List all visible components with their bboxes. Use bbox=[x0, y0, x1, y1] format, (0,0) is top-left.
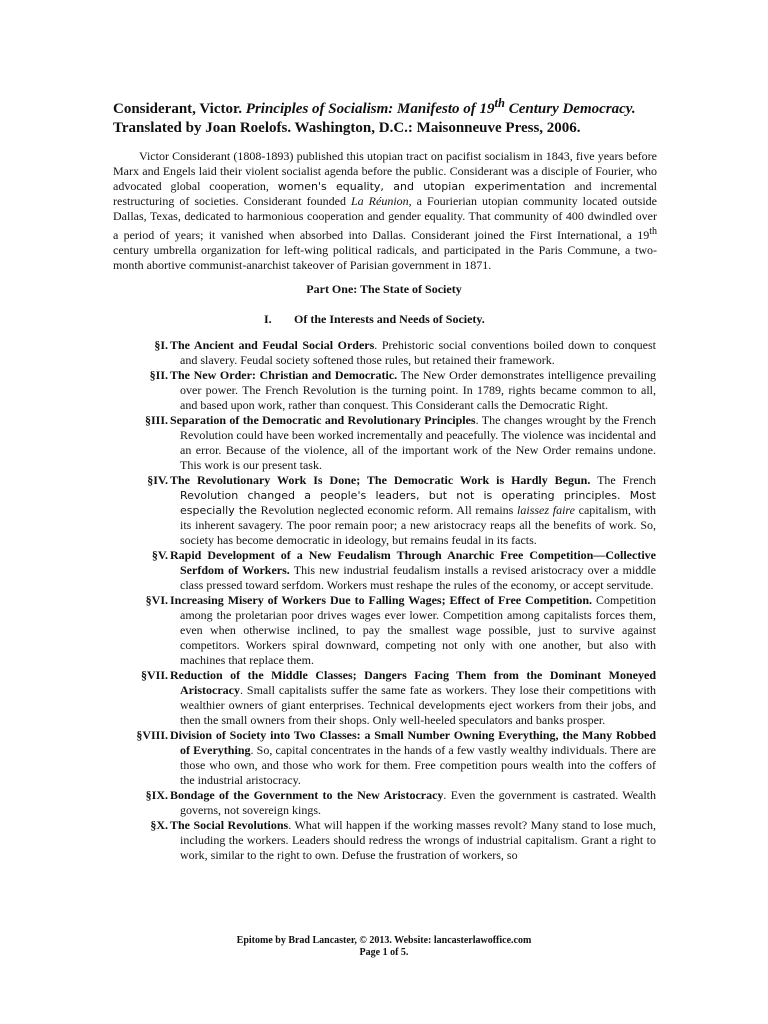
section-number: §I. bbox=[154, 338, 168, 352]
section-item bbox=[0, 548, 768, 593]
superscript: th bbox=[494, 96, 505, 110]
section-text: Competition among the proletarian poor drives wages ever lower. Competition among capitalists forces them, even when otherwise inclined, to pay the smallest wage possible, just to survive against competitors. Workers spiral downward, competing not only with one another, but also with machines that replace them. bbox=[180, 593, 657, 667]
section-text: . What will happen if the working masses revolt? Many stand to lose much, including the workers. Leaders should redress the wrongs of industrial capitalism. Grant a right to work, similar to the right to own. Defuse the frustration of workers, so bbox=[180, 818, 656, 862]
book-title-end: Century Democracy. bbox=[504, 101, 636, 117]
section-title: The Revolutionary Work Is Done; The Democratic Work is Hardly Begun. bbox=[170, 473, 591, 487]
page-number: Page 1 of 5. bbox=[359, 947, 409, 958]
section-item bbox=[0, 668, 768, 728]
section-item bbox=[0, 593, 768, 668]
section-number: §II. bbox=[149, 368, 168, 382]
section-text: . Small capitalists suffer the same fate as workers. They lose their competitions with wealthier owners of giant enterprises. Technical developments eject workers from their jobs, and then the small owners from their shops. Only well-heeled speculators and banks prosper. bbox=[180, 683, 656, 727]
section-number: §IV. bbox=[147, 473, 168, 487]
book-title: Principles of Socialism: Manifesto of 19 bbox=[245, 101, 495, 117]
intro-text-alt-font: women's equality, and utopian experimentation bbox=[277, 180, 566, 193]
intro-text-3: and incremental restructuring of societies. Considerant founded bbox=[113, 179, 657, 208]
section-item bbox=[0, 788, 768, 818]
section-number: §IX. bbox=[145, 788, 168, 802]
section-text: . Prehistoric social conventions boiled down to conquest and slavery. Feudal society softened those rules, but retained their framework. bbox=[180, 338, 656, 367]
section-title: The Social Revolutions bbox=[170, 818, 289, 832]
section-text: Revolution neglected economic reform. All remains bbox=[256, 503, 518, 517]
section-number: §V. bbox=[151, 548, 168, 562]
section-number: §VI. bbox=[145, 593, 168, 607]
section-item bbox=[0, 473, 768, 548]
section-title: Rapid Development of a New Feudalism Through Anarchic Free Competition—Collective Serfdom of Workers. bbox=[170, 548, 656, 577]
intro-superscript: th bbox=[649, 226, 657, 237]
roman-numeral: I. bbox=[264, 312, 272, 326]
footer-credit: Epitome by Brad Lancaster, © 2013. Website: lancasterlawoffice.com bbox=[236, 935, 532, 946]
intro-text-6: century umbrella organization for left-wing political radicals, and participated in the Paris Commune, a two-month abortive communist-anarchist takeover of Parisian government in 1871. bbox=[113, 243, 657, 272]
section-heading-text: Of the Interests and Needs of Society. bbox=[294, 312, 485, 326]
intro-italic: La Réunion bbox=[350, 194, 409, 208]
section-number: §VII. bbox=[140, 668, 168, 682]
section-text: . The changes wrought by the French Revolution could have been worked incrementally and peacefully. The violence was incidental and an error. Because of the violence, all of the important work of the New Order remains undone. This work is our present task. bbox=[180, 413, 656, 472]
intro-text-5: , a Fourierian utopian community located outside Dallas, Texas, dedicated to harmonious cooperation and gender equality. That community of 400 dwindled over a period of years; it vanished when absorbed into Dallas. Considerant joined the First International, a 19 bbox=[113, 194, 657, 242]
section-text: The French bbox=[590, 473, 657, 487]
author: Considerant, Victor. bbox=[113, 101, 243, 117]
section-number: §X. bbox=[150, 818, 168, 832]
section-title: Separation of the Democratic and Revolutionary Principles bbox=[170, 413, 476, 427]
section-number: §III. bbox=[144, 413, 168, 427]
section-title: Increasing Misery of Workers Due to Falling Wages; Effect of Free Competition. bbox=[170, 593, 593, 607]
section-number: §VIII. bbox=[136, 728, 168, 742]
section-heading bbox=[264, 312, 485, 327]
section-item bbox=[0, 728, 768, 788]
section-list bbox=[0, 338, 768, 863]
section-title: Division of Society into Two Classes: a Small Number Owning Everything, the Many Robbed of Everything bbox=[170, 728, 656, 757]
section-title: The Ancient and Feudal Social Orders bbox=[170, 338, 375, 352]
section-italic: laissez faire bbox=[517, 503, 575, 517]
part-title: Part One: The State of Society bbox=[306, 282, 462, 296]
citation-translation: Translated by Joan Roelofs. Washington, D.C.: Maisonneuve Press, 2006. bbox=[113, 120, 581, 136]
section-title: Bondage of the Government to the New Aristocracy bbox=[170, 788, 444, 802]
section-text: . Even the government is castrated. Wealth governs, not sovereign kings. bbox=[180, 788, 656, 817]
intro-text-1: Victor Considerant (1808-1893) published this utopian tract on pacifist socialism in 1843, five years before Marx and Engels laid their violent socialist agenda before the public. Considerant was a disciple of Fourier, who advocated global cooperation, bbox=[113, 149, 657, 193]
page-footer bbox=[0, 935, 768, 959]
section-item bbox=[0, 413, 768, 473]
section-item bbox=[0, 818, 768, 863]
section-title: Reduction of the Middle Classes; Dangers Facing Them from the Dominant Moneyed Aristocracy bbox=[170, 668, 656, 697]
section-text-alt-font: Revolution changed a people's leaders, but not is operating principles. Most especially the bbox=[180, 489, 656, 517]
citation-heading bbox=[113, 94, 673, 138]
section-text: capitalism, with its inherent savagery. The poor remain poor; a new aristocracy reaps all the benefits of work. So, society has become democratic in ideology, but remains feudal in its facts. bbox=[180, 503, 656, 547]
section-text: This new industrial feudalism installs a revised aristocracy over a middle class pressed toward serfdom. Workers must reshape the rules of the economy, or accept servitude. bbox=[180, 563, 656, 592]
section-item bbox=[0, 338, 768, 368]
intro-paragraph bbox=[113, 149, 657, 273]
section-text: The New Order demonstrates intelligence prevailing over power. The French Revolution is the turning point. In 1789, rights became common to all, and based upon work, rather than conquest. This Considerant calls the Democratic Right. bbox=[180, 368, 656, 412]
section-item bbox=[0, 368, 768, 413]
section-text: . So, capital concentrates in the hands of a few vastly wealthy individuals. There are those who own, and those who work for them. Free competition pours wealth into the coffers of the industrial aristocracy. bbox=[180, 743, 656, 787]
section-title: The New Order: Christian and Democratic. bbox=[170, 368, 398, 382]
